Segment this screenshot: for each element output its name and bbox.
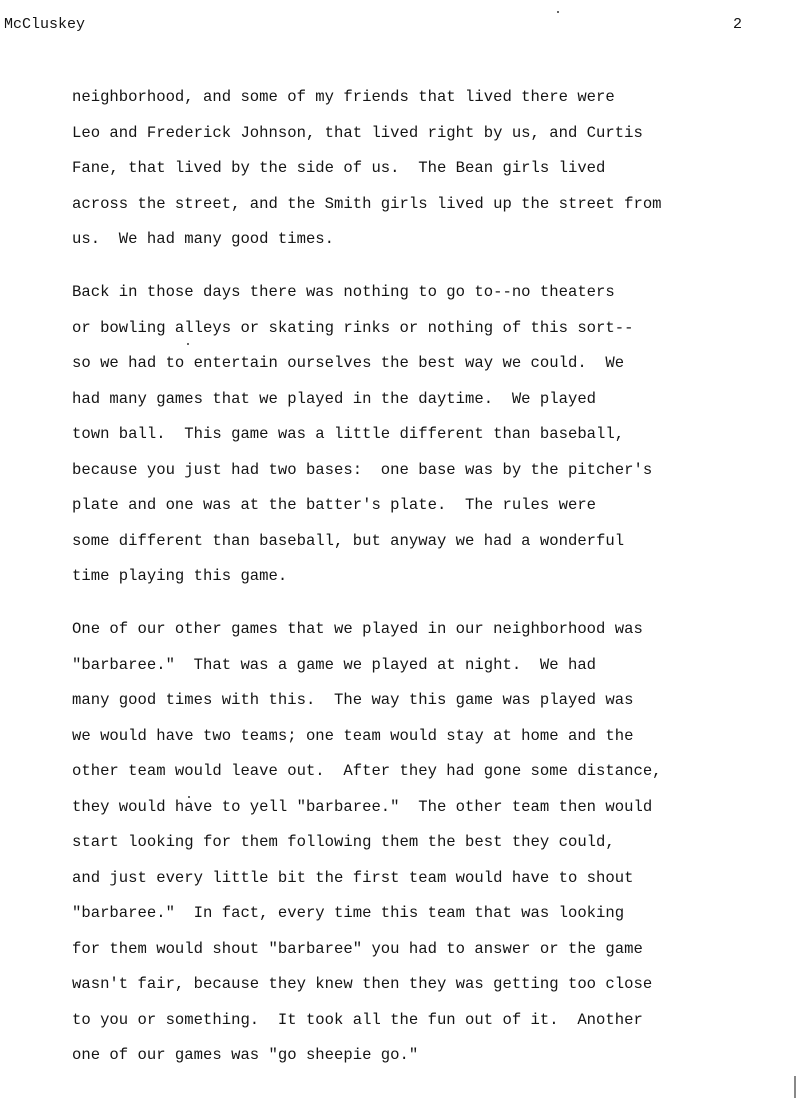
text-line: so we had to entertain ourselves the best way we could. We <box>72 354 625 372</box>
text-line: for them would shout "barbaree" you had to answer or the game <box>72 939 643 958</box>
text-line: plate and one was at the batter's plate. The rules were <box>72 496 597 514</box>
text-line: and just every little bit the first team would have to shout <box>72 868 634 887</box>
text-line: across the street, and the Smith girls lived up the street from <box>72 194 662 213</box>
text-line: Back in those days there was nothing to go to--no theaters <box>72 283 615 301</box>
text-line: us. We had many good times. <box>72 230 335 248</box>
paragraph-1 <box>72 80 662 258</box>
text-line: "barbaree." That was a game we played at night. We had <box>72 655 597 674</box>
scan-edge-mark <box>794 1076 796 1098</box>
text-line: because you just had two bases: one base was by the pitcher's <box>72 460 653 479</box>
text-line: wasn't fair, because they knew then they was getting too close <box>72 975 653 993</box>
text-line: they would have to yell "barbaree." The other team then would <box>72 797 653 816</box>
text-line: some different than baseball, but anyway we had a wonderful <box>72 531 625 550</box>
text-line: many good times with this. The way this game was played was <box>72 691 634 709</box>
text-line: Leo and Frederick Johnson, that lived right by us, and Curtis <box>72 123 643 142</box>
scan-speck <box>188 796 190 798</box>
page-number: 2 <box>733 16 743 33</box>
text-line: town ball. This game was a little different than baseball, <box>72 425 625 443</box>
text-line: or bowling alleys or skating rinks or nothing of this sort-- <box>72 318 634 337</box>
scan-speck <box>187 343 189 345</box>
text-line: to you or something. It took all the fun out of it. Another <box>72 1010 643 1029</box>
text-line: one of our games was "go sheepie go." <box>72 1046 419 1064</box>
scan-speck <box>557 11 559 13</box>
text-line: other team would leave out. After they had gone some distance, <box>72 762 662 780</box>
text-line: neighborhood, and some of my friends that lived there were <box>72 88 615 106</box>
running-header-author: McCluskey <box>4 16 86 33</box>
text-line: Fane, that lived by the side of us. The Bean girls lived <box>72 159 606 177</box>
paragraph-3 <box>72 612 662 1074</box>
paragraph-2 <box>72 275 652 595</box>
text-line: had many games that we played in the daytime. We played <box>72 389 597 408</box>
text-line: time playing this game. <box>72 567 288 585</box>
text-line: start looking for them following them the best they could, <box>72 833 615 851</box>
text-line: "barbaree." In fact, every time this team that was looking <box>72 904 625 922</box>
text-line: One of our other games that we played in our neighborhood was <box>72 620 643 638</box>
text-line: we would have two teams; one team would stay at home and the <box>72 726 634 745</box>
